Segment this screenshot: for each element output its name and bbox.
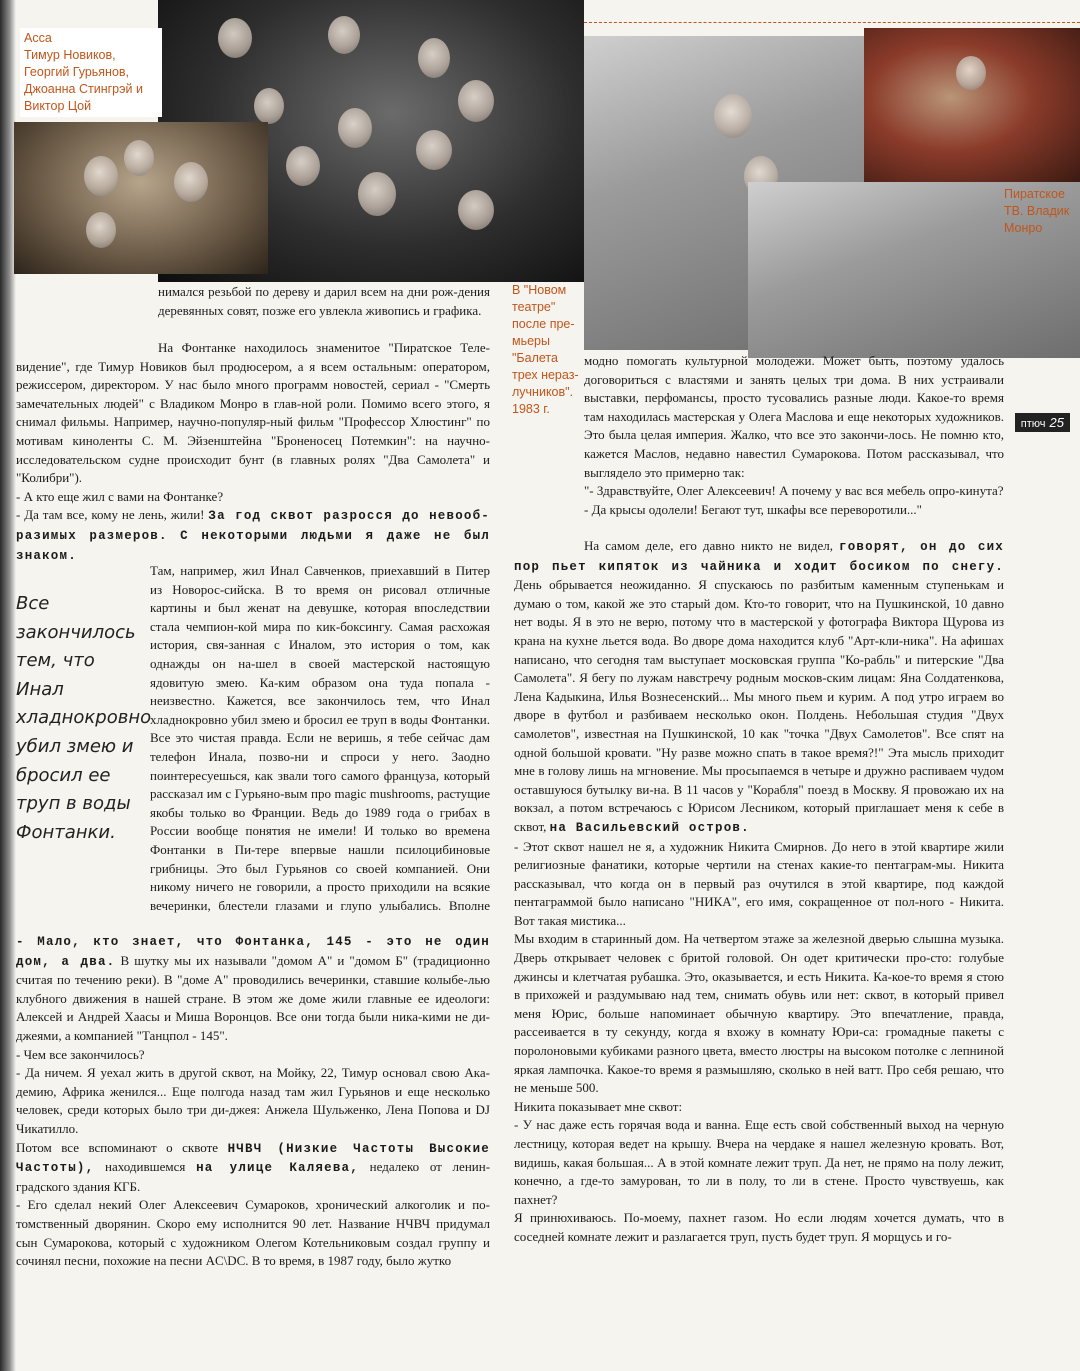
- caption-new-theatre: В "Новом театре" после пре- мьеры "Балета трех нераз- лучников". 1983 г.: [512, 283, 579, 416]
- folio-label: птюч: [1020, 418, 1046, 430]
- right-p5: - Этот сквот нашел не я, а художник Никита Смирнов. До него в этой квартире жили религиозные фанатики, которые чертили на стенах какие-то пентаграм-мы. Никита рассказывал, что когда он в первый раз очутился в этой квартире, под каждой пентаграммой было написано "НИКА", его имя, сокращенное от пол-ного - Никита. Вот такая мистика...: [514, 838, 1004, 928]
- left-column-lower: [16, 932, 490, 1271]
- pull-quote: Все закончилось тем, что Инал хладнокровно убил змею и бросил ее труп в воды Фонтанки.: [16, 593, 152, 843]
- right-p9: Я принюхиваюсь. По-моему, пахнет газом. Но если людям хочется думать, что в соседней комнате лежит и разлагается труп, пусть будет труп. Я морщусь и го-: [514, 1210, 1004, 1244]
- left-p5: - Мало, кто знает, что Фонтанка, 145 - это не один дом, а два. В шутку мы их называли "домом А" и "домом Б" (традиционно считая по течению реки). В "доме А" проводились вечеринки, ставшие колыбе-лью клубного движения в нашей стране. В этом же доме жили главные ее идеологи: Алексей и Андрей Хаасы и Миша Воронцов. Все они тогда были ника-кими не ди-джеями, а компанией "Танцпол - 145".: [16, 935, 491, 1043]
- photo-pirate-tv: [864, 28, 1080, 182]
- left-p1: нимался резьбой по дереву и дарил всем на дни рож-дения деревянных совят, позже его увлекла живопись и графика.: [158, 284, 490, 318]
- right-p1: модно помогать культурной молодежи. Может быть, поэтому удалось договориться с властями и занять целых три дома. В них устраивали выставки, перфомансы, просто тусовались разные люди. Какое-то время там находилась мастерская у Олега Маслова и еще некоторых художников. Это была целая империя. Жалко, что все это закончи-лось. Не помню кто, кажется Маслов, недавно навестил Сумарокова. Потом рассказывал, что выглядело это примерно так:: [584, 353, 1004, 480]
- left-column-main: [16, 339, 490, 565]
- dashed-rule: [584, 22, 1080, 23]
- right-p6: Мы входим в старинный дом. На четвертом этаже за железной дверью слышна музыка. Дверь открывает человек с бритой головой. Он одет критически про-сто: голубые джинсы и клетчатая рубашка. Это, оказывается, и есть Никита. Ка-кое-то время я стою в прихожей и раздумываю над тем, снимать обувь или нет: сквот, в который привел меня Юрис, больше напоминает обычную квартиру. Это впечатление, правда, рассеивается в ту секунду, когда я вхожу в комнату Юри-са: громадные пакеты с поролоновыми кубиками разного цвета, вместо люстры на высоком потолке с лепниной яркая лампочка. Какое-то время я размышляю, сколько в ней ватт. Про себя решаю, что не меньше 500.: [514, 931, 1004, 1096]
- right-p4: На самом деле, его давно никто не видел, говорят, он до сих пор пьет кипяток из чайника и ходит босиком по снегу. День обрывается неожиданно. Я спускаюсь по разбитым каменным ступенькам и думаю о том, какой же это старый дом. Кто-то говорит, что на Пушкинской, 10 давно нет воды. Я в это не верю, потому что в мастерской у фотографа Виктора Щурова из крана на кухне льется вода. Во дворе дома находится клуб "Арт-кли-ника". На афишах написано, что сегодня там выступает московская группа "Ко-рабль" и питерские "Два Самолета". Я бегу по лужам навстречу родным москов-ским лицам: Яна Солдатенкова, Лена Кадыкина, Илья Вознесенский... Мы много пьем и курим. А под утро играем во дворе в футбол и разбиваем несколько окон. Полдень. Небольшая студия "Двух самолетов", известная на Пушкинской, 10 как "точка "Двух Самолетов". Все спят на одной большой кровати. "Ну разве можно спать в такое время?!" Эта мысль приходит мне в голову лишь на мгновение. Мы просыпаемся в четыре и дружно распиваем чудом оставшуюся бутылку ви-на. В 11 часов у "Корабля" поезд в Москву. Я провожаю их на вокзал, а потом встречаюсь с Юрисом Лесником, который приглашает меня к себе в сквот, на Васильевский остров.: [514, 538, 1005, 835]
- left-p4: - Да там все, кому не лень, жили! За год сквот разросся до невооб-разимых размеров. С некоторыми людьми я даже не был знаком.: [16, 507, 490, 563]
- photo-tsoi-group: [14, 122, 268, 274]
- right-column-upper: [584, 352, 1004, 519]
- right-column-main: [514, 537, 1004, 1247]
- left-p7: - Да ничем. Я уехал жить в другой сквот, на Мойку, 22, Тимур основал свою Ака-демию, Африка женился... Еще полгода назад там жил Гурьянов и еще несколько человек, среди которых было три ди-джея: Анжела Шульженко, Лена Попова и DJ Чикатилло.: [16, 1065, 490, 1136]
- left-p2: На Фонтанке находилось знаменитое "Пиратское Теле-видение", где Тимур Новиков был продюсером, а я всем остальным: оператором, режиссером, директором. У нас было много программ новостей, сериал - "Смерть замечательных людей" с Владиком Монро в глав-ной роли. Помимо всего этого, я снимал фильмы. Например, научно-популяр-ный фильм "Профессор Хлюстинг" по мотивам киноленты С. М. Эйзенштейна "Броненосец Потемкин": на научно-исследовательском судне происходит бунт (в главных ролях "Два Самолета" и "Колибри").: [16, 340, 490, 486]
- right-p8: - У нас даже есть горячая вода и ванна. Еще есть свой собственный выход на черную лестницу, которая ведет на крышу. Вчера на чердаке я нашел железную кровать. Вот, видишь, какая большая... А в этой комнате лежит труп. Да нет, не прямо на полу лежит, конечно, а где-то замурован, то ли в полу, то ли в стене. Просто чувствуешь, как пахнет?: [514, 1117, 1004, 1207]
- left-p6: - Чем все закончилось?: [16, 1046, 145, 1062]
- left-p3: - А кто еще жил с вами на Фонтанке?: [16, 488, 224, 504]
- left-p4-end: Там, например, жил Инал Савченков, приехавший в Питер из Новорос-сийска. В то время он рисовал отличные картины и был женат на девушке, которая впоследствии стала чемпион-кой мира по кик-боксингу. Самая расхожая история, свя-занная с Иналом, это история о том, как однажды он на-шел в своей мастерской настоящую ядовитую змею. Ка-ким образом она туда попала - неизвестно. Кажется, все закончилось тем, что Инал хладнокровно убил змею и бросил ее труп в воды Фонтанки. Все это чистая правда. Если не веришь, я тебе сейчас дам телефон Инала, позво-ни и спроси у него. Заодно поинтересуешься, как звали того самого француза, который рассказал им с Гурьяно-вым про magic mushrooms, растущие якобы только во Франции. Ведь до 1989 года о грибах в России вообще понятия не имели! И только во времена Фонтанки в Пи-тере впервые нашли псилоцибиновые грибницы. Это был Гурьянов со своей компанией. Они никому ничего не говорили, а просто приходили на всякие вечеринки, блестели глазами и глупо улыбались. Вполне: [150, 563, 490, 913]
- left-p8: Потом все вспоминают о сквоте НЧВЧ (Низкие Частоты Высокие Частоты), находившемся на улице Каляева, недалеко от ленин-градского здания КГБ.: [16, 1139, 491, 1194]
- page-folio: [1015, 413, 1070, 432]
- left-p9: - Его сделал некий Олег Алексеевич Сумароков, хронический алкоголик и по-томственный дворянин. Скоро ему исполнится 90 лет. Название НЧВЧ придумал сын Сумарокова, который с художником Олегом Котельниковым создал группу и сочинял песни, похожие на песни AC\DC. В то время, в 1987 году, было жутко: [16, 1197, 490, 1269]
- right-p3: - Да крысы одолели! Бегают тут, шкафы все переворотили...": [584, 501, 922, 517]
- left-column-wrap: [150, 562, 490, 914]
- right-p2: "- Здравствуйте, Олег Алексеевич! А почему у вас вся мебель опро-кинута?: [584, 483, 1004, 499]
- page-number: 25: [1049, 415, 1064, 430]
- caption-assa: Асса Тимур Новиков, Георгий Гурьянов, Джоанна Стингрэй и Виктор Цой: [20, 28, 162, 117]
- left-column-intro: [158, 283, 490, 320]
- right-p7: Никита показывает мне сквот:: [514, 1098, 683, 1114]
- caption-pirate-tv: Пиратское ТВ. Владик Монро: [1004, 187, 1070, 235]
